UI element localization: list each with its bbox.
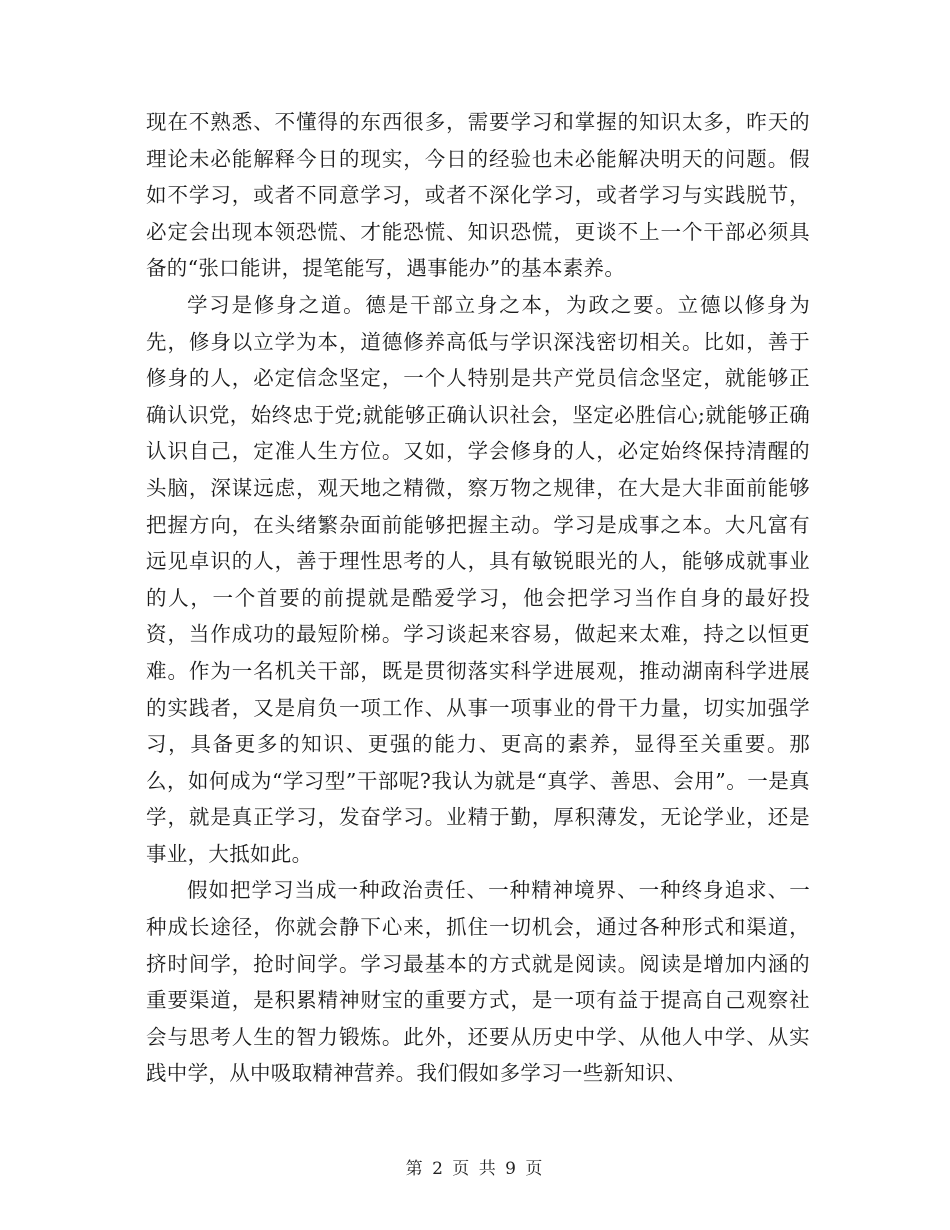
document-body — [146, 104, 810, 1092]
paragraph-3: 假如把学习当成一种政治责任、一种精神境界、一种终身追求、一种成长途径，你就会静下心来，抓住一切机会，通过各种形式和渠道，挤时间学，抢时间学。学习最基本的方式就是阅读。阅读是增加内涵的重要渠道，是积累精神财宝的重要方式，是一项有益于提高自己观察社会与思考人生的智力锻炼。此外，还要从历史中学、从他人中学、从实践中学，从中吸取精神营养。我们假如多学习一些新知识、 — [146, 878, 810, 1086]
paragraph-1: 现在不熟悉、不懂得的东西很多，需要学习和掌握的知识太多，昨天的理论未必能解释今日的现实，今日的经验也未必能解决明天的问题。假如不学习，或者不同意学习，或者不深化学习，或者学习与实践脱节，必定会出现本领恐慌、才能恐慌、知识恐慌，更谈不上一个干部必须具备的“张口能讲，提笔能写，遇事能办”的基本素养。 — [146, 110, 810, 281]
paragraph-2: 学习是修身之道。德是干部立身之本，为政之要。立德以修身为先，修身以立学为本，道德修养高低与学识深浅密切相关。比如，善于修身的人，必定信念坚定，一个人特别是共产党员信念坚定，就能够正确认识党，始终忠于党;就能够正确认识社会，坚定必胜信心;就能够正确认识自己，定准人生方位。又如，学会修身的人，必定始终保持清醒的头脑，深谋远虑，观天地之精微，察万物之规律，在大是大非面前能够把握方向，在头绪繁杂面前能够把握主动。学习是成事之本。大凡富有远见卓识的人，善于理性思考的人，具有敏锐眼光的人，能够成就事业的人，一个首要的前提就是酷爱学习，他会把学习当作自身的最好投资，当作成功的最短阶梯。学习谈起来容易，做起来太难，持之以恒更难。作为一名机关干部，既是贯彻落实科学进展观，推动湖南科学进展的实践者，又是肩负一项工作、从事一项事业的骨干力量，切实加强学习，具备更多的知识、更强的能力、更高的素养，显得至关重要。那么，如何成为“学习型”干部呢?我认为就是“真学、善思、会用”。一是真学，就是真正学习，发奋学习。业精于勤，厚积薄发，无论学业，还是事业，大抵如此。 — [146, 292, 810, 866]
page-number-footer: 第 2 页 共 9 页 — [405, 1159, 545, 1179]
